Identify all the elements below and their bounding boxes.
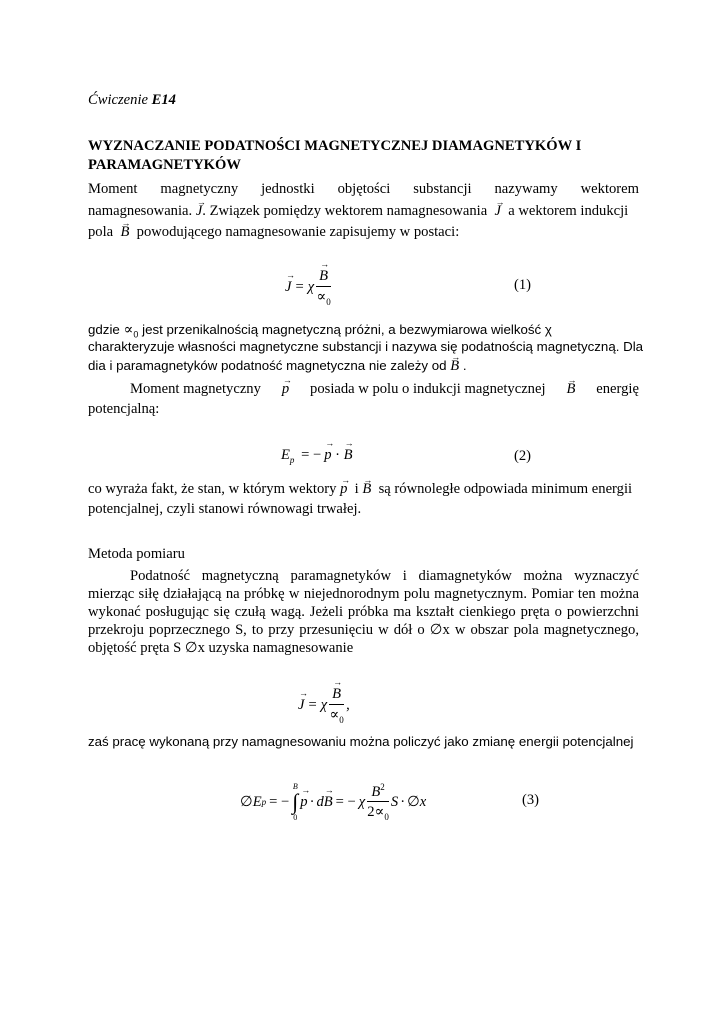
delta-symbol: ∅ <box>240 794 253 810</box>
upper-limit: B <box>292 782 298 791</box>
para3-line2: potencjalnej, czyli stanowi równowagi trwałej. <box>88 501 362 517</box>
subscript: 0 <box>326 296 331 307</box>
text: są równoległe odpowiada minimum energii <box>378 481 633 497</box>
equation-3: ∅ E p = − B ∫ 0 → p · d → B = − χ $\frac{B^2}{2\propto_0}$ S · ∅ x <box>240 778 426 826</box>
method-line3: wykonać posługując się czułą wagą. Jeżeli próbka ma kształt cienkiego pręta o powierzchni <box>88 604 639 620</box>
vector-J: → J <box>494 201 500 221</box>
document-title-line1: WYZNACZANIE PODATNOŚCI MAGNETYCZNEJ DIAMAGNETYKÓW I <box>88 138 582 154</box>
text: energię <box>596 381 639 397</box>
two: 2 <box>367 804 375 821</box>
text: posiada w polu o indukcji magnetycznej <box>310 381 546 397</box>
chi-symbol: χ <box>307 278 315 295</box>
text: pola <box>88 224 114 240</box>
intro-line2 <box>88 201 639 221</box>
text: i <box>354 481 359 497</box>
superscript: 2 <box>380 781 385 792</box>
fraction <box>329 686 344 725</box>
word: Moment <box>88 181 138 197</box>
word: substancji <box>413 181 472 197</box>
fraction <box>367 782 389 823</box>
word: jednostki <box>261 181 315 197</box>
method-line2: mierząc siłę działającą na próbkę w niejednorodnym polu magnetycznym. Pomiar ten można <box>88 586 639 602</box>
method-line1: Podatność magnetyczną paramagnetyków i diamagnetyków można wyznaczyć <box>130 568 639 584</box>
text: powodującego namagnesowanie zapisujemy w postaci: <box>136 224 460 240</box>
equation-1-number: (1) <box>514 277 532 293</box>
method-heading: Metoda pomiaru <box>88 546 185 562</box>
equation-magnetization: → J = χ → $\frac{B}{\propto_0}$ , <box>298 682 350 728</box>
lower-limit: 0 <box>293 813 298 822</box>
integral: B ∫ 0 <box>292 782 299 822</box>
vector-B: → B <box>566 379 575 399</box>
B-symbol: B <box>371 783 381 800</box>
subscript: 0 <box>133 329 139 340</box>
subscript: 0 <box>339 714 344 725</box>
vector-B: → B <box>120 222 129 242</box>
text: Moment magnetyczny <box>130 381 261 397</box>
chi-symbol: χ <box>358 793 366 810</box>
subscript: p <box>261 797 267 807</box>
intro-line3 <box>88 222 459 242</box>
method-line5: objętość pręta S ∅x uzyska namagnesowanie <box>88 640 354 656</box>
text: . Związek pomiędzy wektorem namagnesowania <box>202 203 488 219</box>
S-symbol: S <box>390 793 399 810</box>
subscript: p <box>289 454 295 465</box>
vector-B: → B <box>344 447 353 464</box>
text: jest przenikalnością magnetyczną próżni, a bezwymiarowa wielkość χ <box>142 322 552 337</box>
chi-symbol: χ <box>320 696 328 713</box>
vector-B: → B <box>324 794 333 811</box>
equation-3-number: (3) <box>522 792 540 808</box>
mu-symbol: ∝ <box>374 804 385 821</box>
vector-p: → p <box>324 447 331 464</box>
mu-symbol: ∝ <box>329 706 340 723</box>
vector-J: → J <box>285 279 291 296</box>
vector-B: → B <box>362 479 371 499</box>
delta-symbol: ∅ <box>407 794 420 810</box>
para2-line1 <box>130 379 639 399</box>
method-line4: przekroju poprzecznego S, to przy przesunięciu w dół o ∅x w obszar pola magnetycznego, <box>88 622 639 638</box>
E-symbol: E <box>252 793 262 810</box>
vector-B: → B <box>332 686 341 703</box>
vector-B: → B <box>450 356 459 376</box>
word: nazywamy <box>494 181 558 197</box>
exercise-header <box>88 90 176 110</box>
vector-J: → J <box>196 201 202 221</box>
equation-2: $E_p$ = −→ p · → B <box>281 447 353 465</box>
exercise-code: E14 <box>151 92 176 108</box>
E-symbol: E <box>281 447 290 463</box>
subscript: 0 <box>384 812 389 823</box>
text: namagnesowania. <box>88 203 193 219</box>
para1-line3 <box>88 356 467 376</box>
text: co wyraża fakt, że stan, w którym wektory <box>88 481 337 497</box>
equation-2-number: (2) <box>514 448 532 464</box>
mu-symbol: ∝ <box>316 288 327 305</box>
intro-line1 <box>88 179 639 199</box>
vector-B: → B <box>319 268 328 285</box>
vector-J: → J <box>298 697 304 714</box>
word: wektorem <box>580 181 639 197</box>
x-symbol: x <box>419 793 427 810</box>
equation-1: → J = χ → $\frac{B}{\propto_0}$ <box>285 264 333 310</box>
word: objętości <box>337 181 391 197</box>
para1-line2: charakteryzuje własności magnetyczne substancji i nazywa się podatnością magnetyczną. Dla <box>88 339 644 354</box>
comma: , <box>346 696 350 713</box>
fraction <box>316 268 331 307</box>
work-sentence: zaś pracę wykonaną przy namagnesowaniu można policzyć jako zmianę energii potencjalnej <box>88 734 634 749</box>
mu-symbol: ∝ <box>123 322 134 338</box>
word: magnetyczny <box>160 181 239 197</box>
vector-p: → p <box>300 794 307 811</box>
document-title-line2: PARAMAGNETYKÓW <box>88 157 241 173</box>
vector-p: → p <box>282 379 289 399</box>
exercise-label: Ćwiczenie <box>88 92 148 108</box>
para3-line1 <box>88 479 632 499</box>
text: dia i paramagnetyków podatność magnetyczna nie zależy od <box>88 358 447 373</box>
vector-p: → p <box>340 479 347 499</box>
d-symbol: d <box>316 793 324 810</box>
text: a wektorem indukcji <box>508 203 629 219</box>
para2-line2: potencjalną: <box>88 401 160 417</box>
text: gdzie <box>88 322 120 337</box>
text: . <box>462 358 467 373</box>
